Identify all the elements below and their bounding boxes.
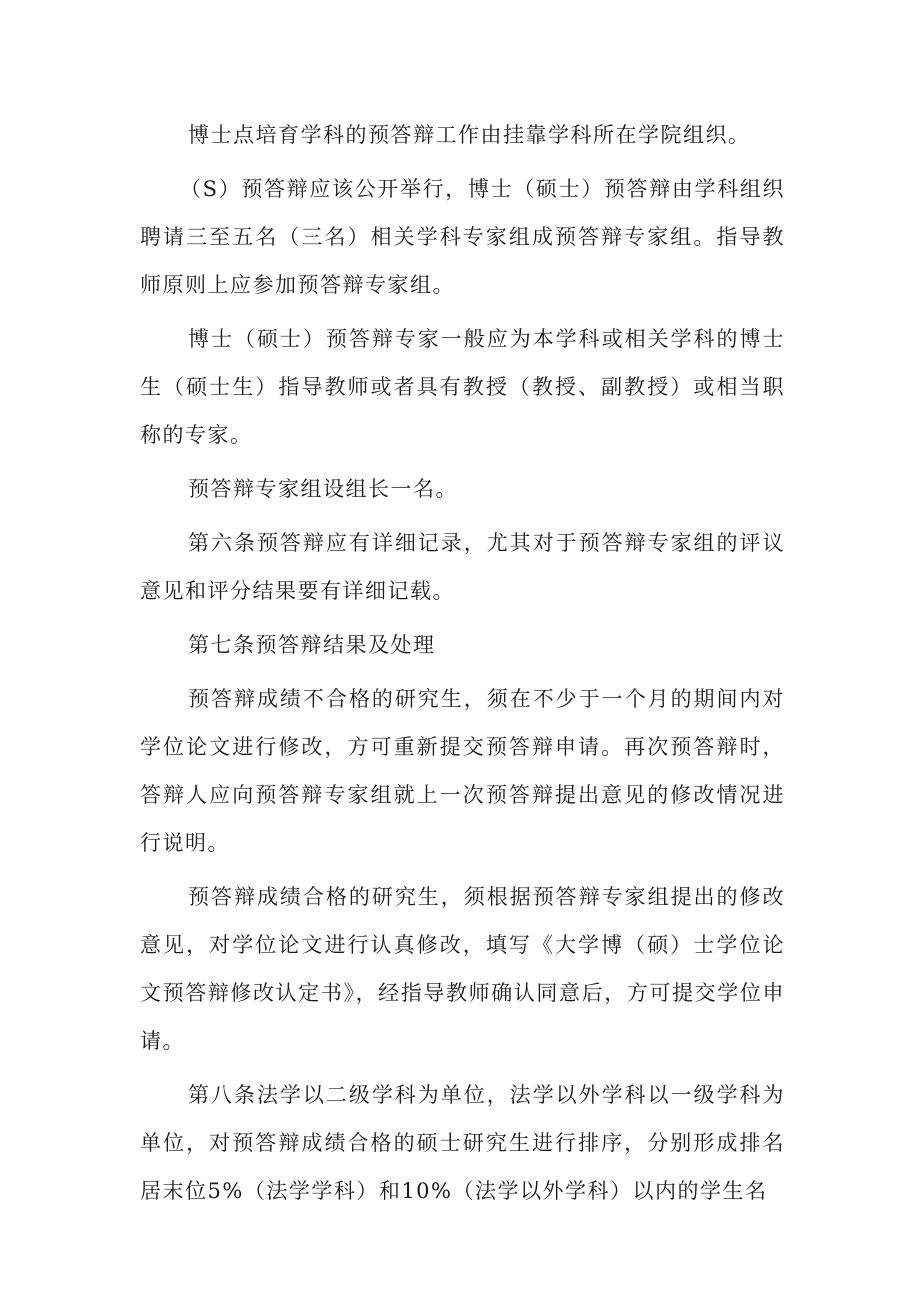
paragraph-article-6: 第六条预答辩应有详细记录，尤其对于预答辩专家组的评议意见和评分结果要有详细记载。 (140, 531, 785, 603)
paragraph-passed-defense: 预答辩成绩合格的研究生，须根据预答辩专家组提出的修改意见，对学位论文进行认真修改，填写《大学博（硕）士学位论文预答辩修改认定书》，经指导教师确认同意后，方可提交学位申请。 (140, 885, 785, 1053)
document-body (140, 111, 785, 1221)
paragraph-article-8: 第八条法学以二级学科为单位，法学以外学科以一级学科为单位，对预答辩成绩合格的硕士研究生进行排序，分别形成排名居末位5%（法学学科）和10%（法学以外学科）以内的学生名 (140, 1083, 785, 1203)
paragraph-article-7-heading: 第七条预答辩结果及处理 (188, 633, 436, 657)
paragraph-group-leader: 预答辩专家组设组长一名。 (188, 477, 458, 501)
paragraph-doctoral-cultivation: 博士点培育学科的预答辩工作由挂靠学科所在学院组织。 (188, 123, 751, 147)
paragraph-expert-qualification: 博士（硕士）预答辩专家一般应为本学科或相关学科的博士生（硕士生）指导教师或者具有教授（教授、副教授）或相当职称的专家。 (140, 327, 785, 447)
paragraph-failed-defense: 预答辩成绩不合格的研究生，须在不少于一个月的期间内对学位论文进行修改，方可重新提交预答辩申请。再次预答辩时，答辩人应向预答辩专家组就上一次预答辩提出意见的修改情况进行说明。 (140, 687, 785, 855)
paragraph-public-defense: （S）预答辩应该公开举行，博士（硕士）预答辩由学科组织聘请三至五名（三名）相关学科专家组成预答辩专家组。指导教师原则上应参加预答辩专家组。 (140, 177, 785, 297)
